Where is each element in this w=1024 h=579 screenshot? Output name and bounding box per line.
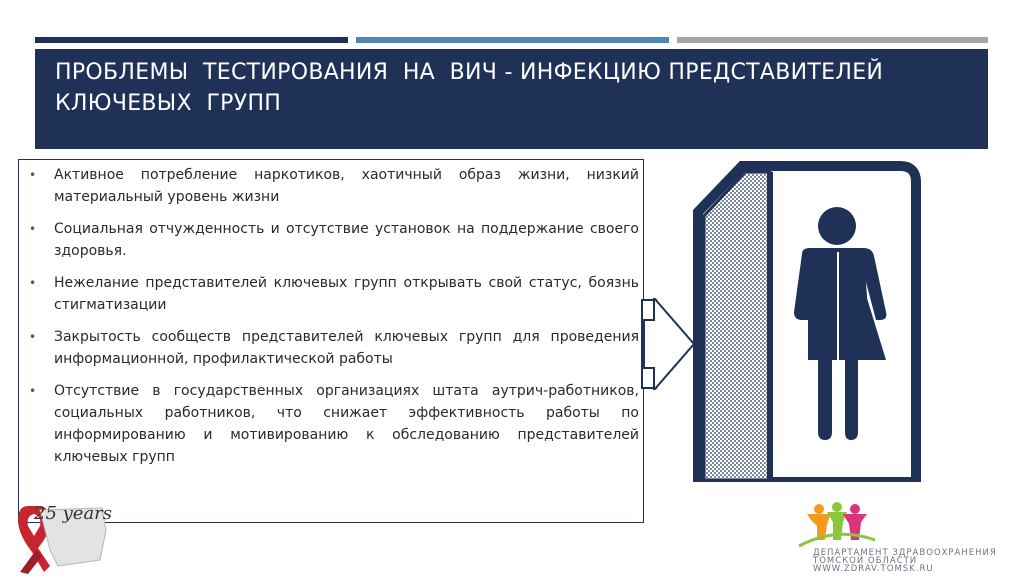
arrow-right-icon [640,298,696,390]
list-item-text: Нежелание представителей ключевых групп открывать свой статус, боязнь стигматизации [54,275,639,313]
bullet-icon: • [29,384,37,398]
years-label: 25 years [34,503,113,524]
25-years-logo [10,500,113,579]
bullet-icon: • [29,330,37,344]
list-item [29,272,639,316]
top-stripe-gray [677,37,988,43]
problems-list-box [18,159,644,523]
department-website: WWW.ZDRAV.TOMSK.RU [813,564,934,574]
bullet-icon: • [29,168,37,182]
restroom-door-person-icon [690,160,922,482]
department-name-line2: ТОМСКОЙ ОБЛАСТИ [813,556,918,566]
people-group-icon [797,500,877,548]
list-item-text: Закрытость сообществ представителей ключевых групп для проведения информационной, профилактической работы [54,329,639,367]
health-department-logo [795,500,1015,572]
list-item [29,164,639,208]
list-item [29,380,639,468]
slide-title: ПРОБЛЕМЫ ТЕСТИРОВАНИЯ НА ВИЧ - ИНФЕКЦИЮ ПРЕДСТАВИТЕЛЕЙ КЛЮЧЕВЫХ ГРУПП [55,60,884,116]
department-name-line1: ДЕПАРТАМЕНТ ЗДРАВООХРАНЕНИЯ [813,548,997,558]
top-stripe-blue [356,37,669,43]
title-banner [35,49,988,149]
list-item-text: Социальная отчужденность и отсутствие установок на поддержание своего здоровья. [54,221,639,259]
list-item-text: Отсутствие в государственных организациях штата аутрич-работников, социальных работников, что снижает эффективность работы по информированию и мотивированию к обследованию представителей ключевых групп [54,383,639,465]
problems-list [29,164,639,478]
list-item [29,218,639,262]
bullet-icon: • [29,222,37,236]
top-stripe-navy [35,37,348,43]
bullet-icon: • [29,276,37,290]
list-item [29,326,639,370]
list-item-text: Активное потребление наркотиков, хаотичный образ жизни, низкий материальный уровень жизни [54,167,639,205]
